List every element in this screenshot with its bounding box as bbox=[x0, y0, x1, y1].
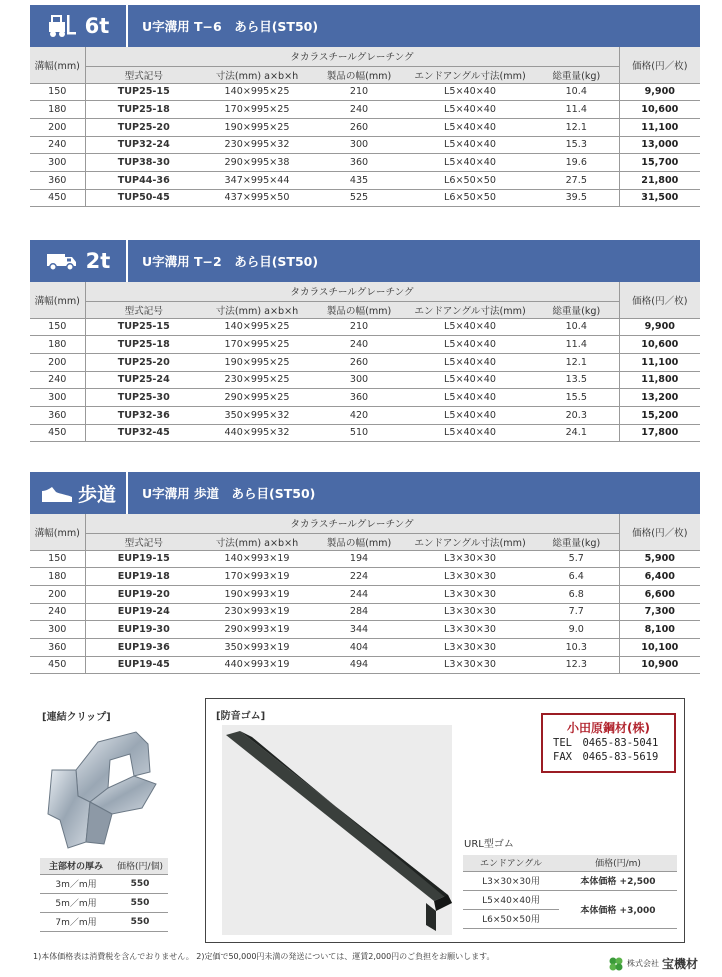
header-width: 溝幅(mm) bbox=[30, 47, 85, 83]
cell-product-width: 260 bbox=[312, 118, 406, 136]
cell-model: TUP32-36 bbox=[85, 406, 202, 424]
cell-dims: 347×995×44 bbox=[202, 171, 312, 189]
cell-price: 10,100 bbox=[619, 638, 700, 656]
cell-dims: 170×995×25 bbox=[202, 101, 312, 119]
cell-model: TUP25-20 bbox=[85, 353, 202, 371]
cell-model: EUP19-15 bbox=[85, 550, 202, 568]
cell-width: 240 bbox=[30, 371, 85, 389]
cell-width: 240 bbox=[30, 136, 85, 154]
company-type: 株式会社 bbox=[627, 959, 659, 968]
cell-angle: L6×50×50 bbox=[406, 189, 534, 207]
cell-price: 31,500 bbox=[619, 189, 700, 207]
cell-weight: 6.4 bbox=[534, 568, 619, 586]
cell-weight: 11.4 bbox=[534, 101, 619, 119]
cell-dims: 230×995×25 bbox=[202, 371, 312, 389]
section-6t bbox=[30, 5, 700, 207]
cell-model: EUP19-45 bbox=[85, 656, 202, 674]
truck-icon bbox=[46, 250, 78, 272]
badge-text: 2t bbox=[85, 249, 111, 273]
cell-price: 9,900 bbox=[619, 318, 700, 336]
header-weight: 総重量(kg) bbox=[534, 66, 619, 83]
cell-weight: 12.3 bbox=[534, 656, 619, 674]
cell-model: TUP25-20 bbox=[85, 118, 202, 136]
cell-angle: L3×30×30 bbox=[406, 638, 534, 656]
cell-weight: 11.4 bbox=[534, 336, 619, 354]
cell-angle: L3×30×30 bbox=[406, 656, 534, 674]
clip-price: 550 bbox=[112, 912, 168, 931]
table-row bbox=[30, 336, 700, 354]
header-group: タカラスチールグレーチング bbox=[85, 514, 619, 533]
cell-dims: 170×995×25 bbox=[202, 336, 312, 354]
table-row bbox=[463, 890, 677, 909]
section-sidewalk bbox=[30, 472, 700, 674]
cell-width: 450 bbox=[30, 189, 85, 207]
table-row bbox=[30, 406, 700, 424]
shoe-icon bbox=[40, 483, 74, 503]
table-row bbox=[40, 912, 168, 931]
dealer-tel: TEL 0465-83-5041 bbox=[553, 737, 659, 749]
cell-width: 180 bbox=[30, 568, 85, 586]
section-title: U字溝用 歩道 あら目(ST50) bbox=[142, 486, 316, 501]
cell-product-width: 494 bbox=[312, 656, 406, 674]
clip-price: 550 bbox=[112, 893, 168, 912]
cell-angle: L5×40×40 bbox=[406, 406, 534, 424]
cell-width: 360 bbox=[30, 171, 85, 189]
cell-product-width: 404 bbox=[312, 638, 406, 656]
cell-width: 300 bbox=[30, 621, 85, 639]
table-row bbox=[30, 603, 700, 621]
cell-dims: 440×993×19 bbox=[202, 656, 312, 674]
cell-weight: 13.5 bbox=[534, 371, 619, 389]
cell-angle: L5×40×40 bbox=[406, 136, 534, 154]
cell-dims: 230×993×19 bbox=[202, 603, 312, 621]
cell-dims: 290×995×25 bbox=[202, 389, 312, 407]
cell-weight: 10.4 bbox=[534, 83, 619, 101]
header-model: 型式記号 bbox=[85, 66, 202, 83]
table-row bbox=[30, 424, 700, 442]
cell-width: 240 bbox=[30, 603, 85, 621]
cell-product-width: 525 bbox=[312, 189, 406, 207]
cell-width: 360 bbox=[30, 638, 85, 656]
cell-product-width: 300 bbox=[312, 136, 406, 154]
section-2t bbox=[30, 240, 700, 442]
cell-product-width: 420 bbox=[312, 406, 406, 424]
cell-weight: 10.3 bbox=[534, 638, 619, 656]
cell-dims: 290×993×19 bbox=[202, 621, 312, 639]
table-row bbox=[40, 893, 168, 912]
cell-width: 360 bbox=[30, 406, 85, 424]
badge bbox=[30, 472, 128, 514]
cell-model: EUP19-18 bbox=[85, 568, 202, 586]
cell-angle: L5×40×40 bbox=[406, 389, 534, 407]
cell-width: 150 bbox=[30, 83, 85, 101]
cell-angle: L3×30×30 bbox=[406, 585, 534, 603]
cell-product-width: 435 bbox=[312, 171, 406, 189]
cell-price: 9,900 bbox=[619, 83, 700, 101]
cell-angle: L5×40×40 bbox=[406, 318, 534, 336]
cell-product-width: 210 bbox=[312, 318, 406, 336]
table-row bbox=[30, 83, 700, 101]
cell-price: 15,200 bbox=[619, 406, 700, 424]
dealer-fax: FAX 0465-83-5619 bbox=[553, 751, 659, 763]
cell-weight: 20.3 bbox=[534, 406, 619, 424]
cell-price: 21,800 bbox=[619, 171, 700, 189]
header-weight: 総重量(kg) bbox=[534, 301, 619, 318]
cell-model: EUP19-30 bbox=[85, 621, 202, 639]
cell-price: 11,800 bbox=[619, 371, 700, 389]
header-model: 型式記号 bbox=[85, 533, 202, 550]
cell-width: 150 bbox=[30, 550, 85, 568]
header-product-width: 製品の幅(mm) bbox=[312, 533, 406, 550]
company-name: 宝機材 bbox=[662, 957, 699, 971]
cell-angle: L5×40×40 bbox=[406, 154, 534, 172]
cell-price: 6,400 bbox=[619, 568, 700, 586]
header-group: タカラスチールグレーチング bbox=[85, 47, 619, 66]
cell-product-width: 260 bbox=[312, 353, 406, 371]
cell-width: 180 bbox=[30, 336, 85, 354]
cell-price: 10,900 bbox=[619, 656, 700, 674]
header-dims: 寸法(mm) a×b×h bbox=[202, 66, 312, 83]
table-row bbox=[30, 585, 700, 603]
table-row bbox=[30, 118, 700, 136]
table-row bbox=[30, 171, 700, 189]
cell-weight: 39.5 bbox=[534, 189, 619, 207]
rubber-label: [防音ゴム] bbox=[216, 711, 266, 722]
url-label: URL型ゴム bbox=[464, 839, 514, 850]
table-row bbox=[30, 189, 700, 207]
header-weight: 総重量(kg) bbox=[534, 533, 619, 550]
cell-price: 10,600 bbox=[619, 101, 700, 119]
cell-price: 6,600 bbox=[619, 585, 700, 603]
clip-thickness: 3m／m用 bbox=[40, 874, 112, 893]
rubber-col1: エンドアングル bbox=[463, 855, 559, 871]
rubber-angle: L6×50×50用 bbox=[463, 909, 559, 928]
cell-product-width: 210 bbox=[312, 83, 406, 101]
header-price: 価格(円／枚) bbox=[619, 47, 700, 83]
table-row bbox=[30, 568, 700, 586]
cell-price: 13,000 bbox=[619, 136, 700, 154]
cell-weight: 27.5 bbox=[534, 171, 619, 189]
table-row bbox=[30, 136, 700, 154]
cell-width: 300 bbox=[30, 154, 85, 172]
rubber-box bbox=[205, 698, 685, 943]
forklift-icon bbox=[47, 14, 77, 38]
cell-model: TUP25-15 bbox=[85, 318, 202, 336]
table-row bbox=[30, 389, 700, 407]
section-banner bbox=[30, 5, 700, 47]
cell-width: 180 bbox=[30, 101, 85, 119]
cell-angle: L3×30×30 bbox=[406, 603, 534, 621]
header-model: 型式記号 bbox=[85, 301, 202, 318]
cell-weight: 6.8 bbox=[534, 585, 619, 603]
clip-col1: 主部材の厚み bbox=[40, 858, 112, 874]
rubber-angle: L5×40×40用 bbox=[463, 890, 559, 909]
cell-product-width: 344 bbox=[312, 621, 406, 639]
cell-angle: L5×40×40 bbox=[406, 424, 534, 442]
clip-col2: 価格(円/個) bbox=[112, 858, 168, 874]
clover-icon bbox=[608, 956, 624, 972]
footnote: 1)本体価格表は消費税を含んでおりません。 2)定価で50,000円未満の発送については、運賃2,000円のご負担をお願いします。 bbox=[33, 952, 495, 961]
cell-product-width: 244 bbox=[312, 585, 406, 603]
cell-product-width: 240 bbox=[312, 336, 406, 354]
cell-price: 5,900 bbox=[619, 550, 700, 568]
cell-angle: L5×40×40 bbox=[406, 353, 534, 371]
cell-weight: 15.3 bbox=[534, 136, 619, 154]
cell-weight: 7.7 bbox=[534, 603, 619, 621]
badge-text: 6t bbox=[84, 14, 110, 38]
spec-table bbox=[30, 514, 700, 674]
table-row bbox=[30, 353, 700, 371]
table-row bbox=[30, 101, 700, 119]
rubber-photo bbox=[222, 725, 452, 935]
cell-angle: L5×40×40 bbox=[406, 101, 534, 119]
clip-table bbox=[40, 858, 168, 932]
cell-price: 7,300 bbox=[619, 603, 700, 621]
header-dims: 寸法(mm) a×b×h bbox=[202, 301, 312, 318]
section-title: U字溝用 T−6 あら目(ST50) bbox=[142, 19, 319, 34]
table-row bbox=[40, 874, 168, 893]
clip-photo bbox=[38, 724, 168, 852]
table-row bbox=[30, 550, 700, 568]
cell-model: TUP32-24 bbox=[85, 136, 202, 154]
cell-price: 11,100 bbox=[619, 353, 700, 371]
cell-product-width: 510 bbox=[312, 424, 406, 442]
section-title: U字溝用 T−2 あら目(ST50) bbox=[142, 254, 319, 269]
cell-price: 11,100 bbox=[619, 118, 700, 136]
cell-model: TUP25-24 bbox=[85, 371, 202, 389]
cell-price: 17,800 bbox=[619, 424, 700, 442]
cell-model: TUP25-18 bbox=[85, 101, 202, 119]
cell-dims: 140×995×25 bbox=[202, 318, 312, 336]
cell-angle: L5×40×40 bbox=[406, 371, 534, 389]
rubber-price: 本体価格 +2,500 bbox=[559, 871, 677, 890]
cell-price: 8,100 bbox=[619, 621, 700, 639]
dealer-name: 小田原鋼材(株) bbox=[567, 721, 650, 735]
cell-product-width: 240 bbox=[312, 101, 406, 119]
header-angle: エンドアングル寸法(mm) bbox=[406, 66, 534, 83]
cell-model: TUP25-15 bbox=[85, 83, 202, 101]
cell-angle: L3×30×30 bbox=[406, 550, 534, 568]
cell-angle: L3×30×30 bbox=[406, 621, 534, 639]
cell-model: EUP19-36 bbox=[85, 638, 202, 656]
header-angle: エンドアングル寸法(mm) bbox=[406, 533, 534, 550]
header-width: 溝幅(mm) bbox=[30, 514, 85, 550]
rubber-price: 本体価格 +3,000 bbox=[559, 890, 677, 928]
header-product-width: 製品の幅(mm) bbox=[312, 66, 406, 83]
table-row bbox=[30, 621, 700, 639]
cell-width: 200 bbox=[30, 118, 85, 136]
cell-model: TUP50-45 bbox=[85, 189, 202, 207]
cell-dims: 190×993×19 bbox=[202, 585, 312, 603]
cell-angle: L5×40×40 bbox=[406, 118, 534, 136]
table-row bbox=[30, 371, 700, 389]
cell-product-width: 360 bbox=[312, 154, 406, 172]
cell-width: 450 bbox=[30, 656, 85, 674]
badge bbox=[30, 5, 128, 47]
rubber-angle: L3×30×30用 bbox=[463, 871, 559, 890]
cell-angle: L6×50×50 bbox=[406, 171, 534, 189]
cell-dims: 190×995×25 bbox=[202, 118, 312, 136]
header-price: 価格(円／枚) bbox=[619, 514, 700, 550]
header-dims: 寸法(mm) a×b×h bbox=[202, 533, 312, 550]
dealer-stamp bbox=[541, 713, 676, 773]
cell-model: TUP25-30 bbox=[85, 389, 202, 407]
cell-dims: 190×995×25 bbox=[202, 353, 312, 371]
cell-weight: 5.7 bbox=[534, 550, 619, 568]
cell-dims: 230×995×32 bbox=[202, 136, 312, 154]
spec-table bbox=[30, 47, 700, 207]
cell-model: TUP32-45 bbox=[85, 424, 202, 442]
rubber-col2: 価格(円/m) bbox=[559, 855, 677, 871]
cell-width: 150 bbox=[30, 318, 85, 336]
cell-model: TUP25-18 bbox=[85, 336, 202, 354]
cell-weight: 9.0 bbox=[534, 621, 619, 639]
cell-product-width: 284 bbox=[312, 603, 406, 621]
cell-product-width: 194 bbox=[312, 550, 406, 568]
table-row bbox=[30, 318, 700, 336]
header-width: 溝幅(mm) bbox=[30, 282, 85, 318]
cell-dims: 140×993×19 bbox=[202, 550, 312, 568]
clip-thickness: 7m／m用 bbox=[40, 912, 112, 931]
rubber-table bbox=[463, 855, 677, 929]
cell-price: 10,600 bbox=[619, 336, 700, 354]
badge-text: 歩道 bbox=[77, 483, 116, 506]
section-banner bbox=[30, 240, 700, 282]
cell-dims: 140×995×25 bbox=[202, 83, 312, 101]
cell-weight: 12.1 bbox=[534, 353, 619, 371]
header-product-width: 製品の幅(mm) bbox=[312, 301, 406, 318]
cell-angle: L5×40×40 bbox=[406, 83, 534, 101]
cell-product-width: 360 bbox=[312, 389, 406, 407]
table-row bbox=[30, 656, 700, 674]
cell-width: 200 bbox=[30, 585, 85, 603]
cell-angle: L3×30×30 bbox=[406, 568, 534, 586]
company-logo bbox=[608, 955, 698, 972]
cell-dims: 437×995×50 bbox=[202, 189, 312, 207]
cell-dims: 170×993×19 bbox=[202, 568, 312, 586]
section-banner bbox=[30, 472, 700, 514]
spec-table bbox=[30, 282, 700, 442]
cell-weight: 15.5 bbox=[534, 389, 619, 407]
cell-width: 450 bbox=[30, 424, 85, 442]
cell-weight: 19.6 bbox=[534, 154, 619, 172]
header-group: タカラスチールグレーチング bbox=[85, 282, 619, 301]
clip-label: [連結クリップ] bbox=[42, 712, 111, 723]
header-price: 価格(円／枚) bbox=[619, 282, 700, 318]
cell-product-width: 300 bbox=[312, 371, 406, 389]
clip-thickness: 5m／m用 bbox=[40, 893, 112, 912]
cell-width: 200 bbox=[30, 353, 85, 371]
cell-model: EUP19-24 bbox=[85, 603, 202, 621]
cell-dims: 350×993×19 bbox=[202, 638, 312, 656]
cell-weight: 10.4 bbox=[534, 318, 619, 336]
cell-width: 300 bbox=[30, 389, 85, 407]
cell-dims: 290×995×38 bbox=[202, 154, 312, 172]
cell-product-width: 224 bbox=[312, 568, 406, 586]
cell-model: TUP44-36 bbox=[85, 171, 202, 189]
cell-model: TUP38-30 bbox=[85, 154, 202, 172]
table-row bbox=[30, 638, 700, 656]
cell-price: 15,700 bbox=[619, 154, 700, 172]
cell-dims: 350×995×32 bbox=[202, 406, 312, 424]
cell-model: EUP19-20 bbox=[85, 585, 202, 603]
clip-price: 550 bbox=[112, 874, 168, 893]
table-row bbox=[30, 154, 700, 172]
badge bbox=[30, 240, 128, 282]
header-angle: エンドアングル寸法(mm) bbox=[406, 301, 534, 318]
table-row bbox=[463, 871, 677, 890]
cell-angle: L5×40×40 bbox=[406, 336, 534, 354]
cell-dims: 440×995×32 bbox=[202, 424, 312, 442]
cell-weight: 12.1 bbox=[534, 118, 619, 136]
cell-weight: 24.1 bbox=[534, 424, 619, 442]
cell-price: 13,200 bbox=[619, 389, 700, 407]
